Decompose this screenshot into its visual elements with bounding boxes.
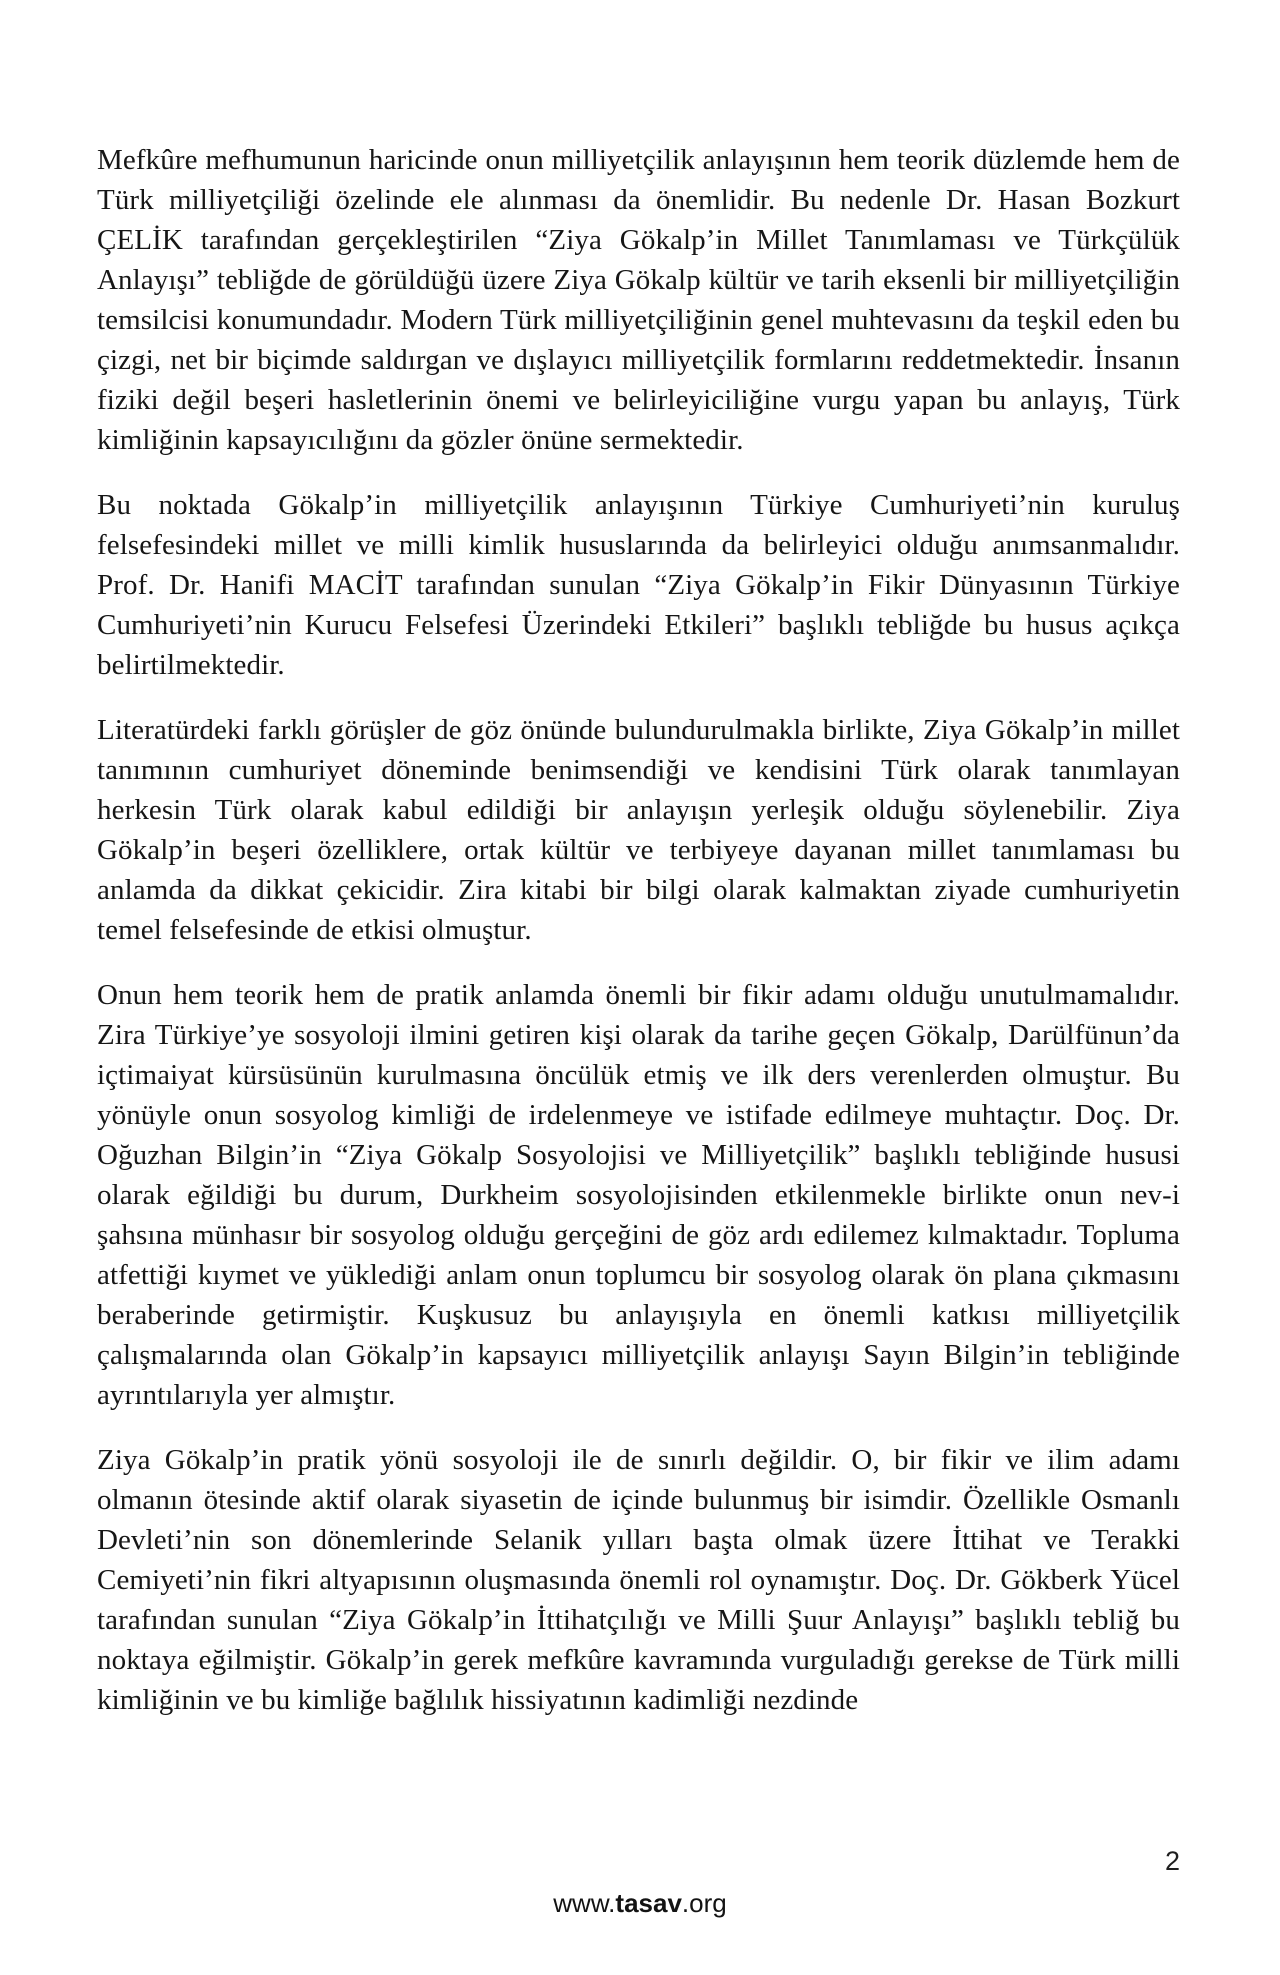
website-url-suffix: .org [681,1888,727,1918]
website-footer [0,1888,1280,1919]
paragraph-4: Onun hem teorik hem de pratik anlamda önemli bir fikir adamı olduğu unutulmamalıdır. Zira Türkiye’ye sosyoloji ilmini getiren kişi olarak da tarihe geçen Gökalp, Darülfünun’da içtimaiyat kürsüsünün kurulmasına öncülük etmiş ve ilk ders verenlerden olmuştur. Bu yönüyle onun sosyolog kimliği de irdelenmeye ve istifade edilmeye muhtaçtır. Doç. Dr. Oğuzhan Bilgin’in “Ziya Gökalp Sosyolojisi ve Milliyetçilik” başlıklı tebliğinde hususi olarak eğildiği bu durum, Durkheim sosyolojisinden etkilenmekle birlikte onun nev-i şahsına münhasır bir sosyolog olduğu gerçeğini de göz ardı edilemez kılmaktadır. Topluma atfettiği kıymet ve yüklediği anlam onun toplumcu bir sosyolog olarak ön plana çıkmasını beraberinde getirmiştir. Kuşkusuz bu anlayışıyla en önemli katkısı milliyetçilik çalışmalarında olan Gökalp’in kapsayıcı milliyetçilik anlayışı Sayın Bilgin’in tebliğinde ayrıntılarıyla yer almıştır. [97,979,1180,1411]
paragraph-1: Mefkûre mefhumunun haricinde onun milliyetçilik anlayışının hem teorik düzlemde hem de Türk milliyetçiliği özelinde ele alınması da önemlidir. Bu nedenle Dr. Hasan Bozkurt ÇELİK tarafından gerçekleştirilen “Ziya Gökalp’in Millet Tanımlaması ve Türkçülük Anlayışı” tebliğde de görüldüğü üzere Ziya Gökalp kültür ve tarih eksenli bir milliyetçiliğin temsilcisi konumundadır. Modern Türk milliyetçiliğinin genel muhtevasını da teşkil eden bu çizgi, net bir biçimde saldırgan ve dışlayıcı milliyetçilik formlarını reddetmektedir. İnsanın fiziki değil beşeri hasletlerinin önemi ve belirleyiciliğine vurgu yapan bu anlayış, Türk kimliğinin kapsayıcılığını da gözler önüne sermektedir. [97,144,1180,456]
document-body [97,140,1180,1745]
paragraph-5: Ziya Gökalp’in pratik yönü sosyoloji ile de sınırlı değildir. O, bir fikir ve ilim adamı olmanın ötesinde aktif olarak siyasetin de içinde bulunmuş bir isimdir. Özellikle Osmanlı Devleti’nin son dönemlerinde Selanik yılları başta olmak üzere İttihat ve Terakki Cemiyeti’nin fikri altyapısının oluşmasında önemli rol oynamıştır. Doç. Dr. Gökberk Yücel tarafından sunulan “Ziya Gökalp’in İttihatçılığı ve Milli Şuur Anlayışı” başlıklı tebliğ bu noktaya eğilmiştir. Gökalp’in gerek mefkûre kavramında vurguladığı gerekse de Türk milli kimliğinin ve bu kimliğe bağlılık hissiyatının kadimliği nezdinde [97,1444,1180,1716]
page-number: 2 [1164,1846,1180,1876]
website-url-prefix: www. [553,1888,616,1918]
website-url-name: tasav [615,1888,682,1918]
paragraph-2: Bu noktada Gökalp’in milliyetçilik anlayışının Türkiye Cumhuriyeti’nin kuruluş felsefesindeki millet ve milli kimlik hususlarında da belirleyici olduğu anımsanmalıdır. Prof. Dr. Hanifi MACİT tarafından sunulan “Ziya Gökalp’in Fikir Dünyasının Türkiye Cumhuriyeti’nin Kurucu Felsefesi Üzerindeki Etkileri” başlıklı tebliğde bu husus açıkça belirtilmektedir. [97,489,1180,681]
paragraph-3: Literatürdeki farklı görüşler de göz önünde bulundurulmakla birlikte, Ziya Gökalp’in millet tanımının cumhuriyet döneminde benimsendiği ve kendisini Türk olarak tanımlayan herkesin Türk olarak kabul edildiği bir anlayışın yerleşik olduğu söylenebilir. Ziya Gökalp’in beşeri özelliklere, ortak kültür ve terbiyeye dayanan millet tanımlaması bu anlamda da dikkat çekicidir. Zira kitabi bir bilgi olarak kalmaktan ziyade cumhuriyetin temel felsefesinde de etkisi olmuştur. [97,714,1180,946]
